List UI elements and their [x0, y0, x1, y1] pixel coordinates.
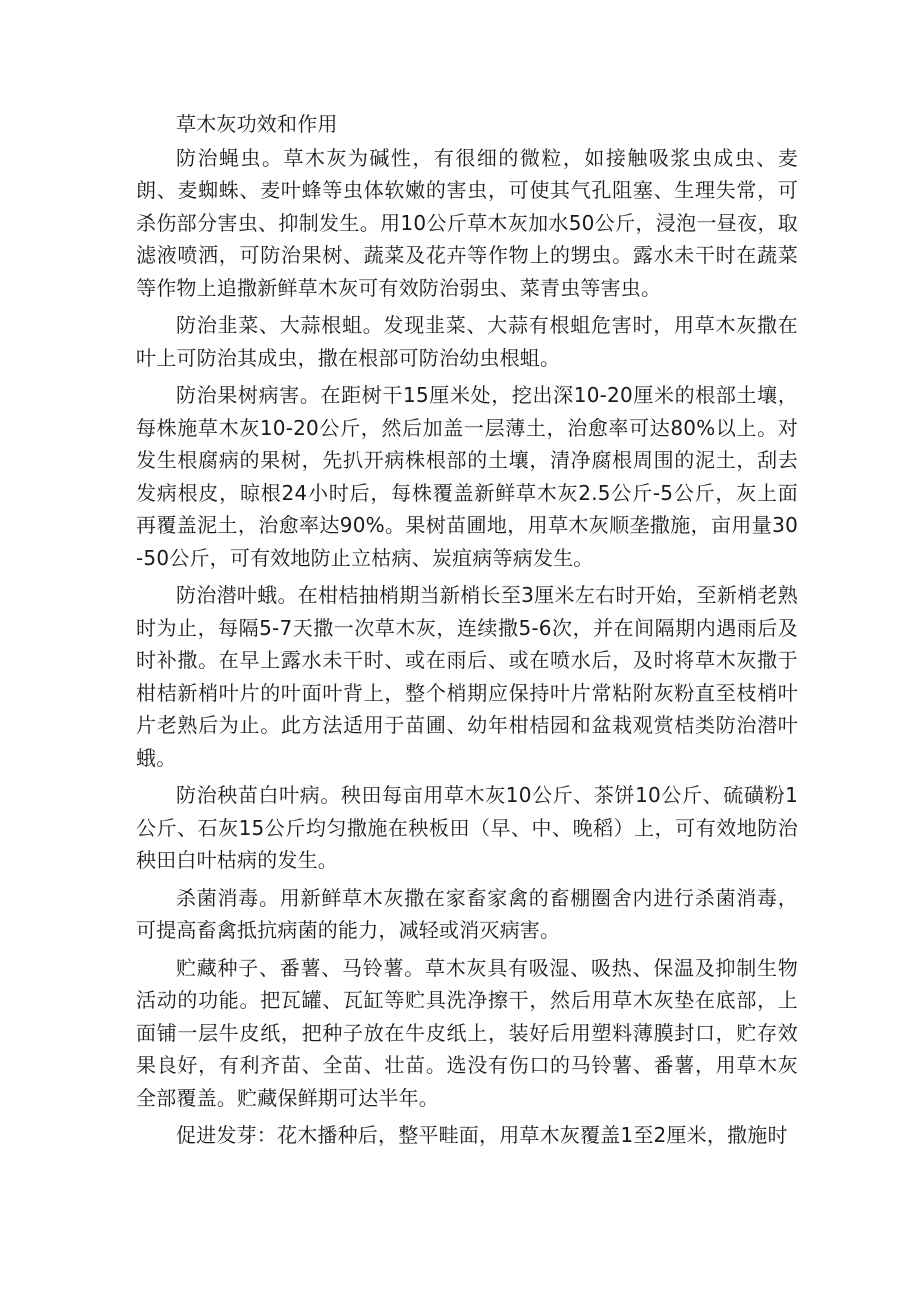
- paragraph-root-maggot: 防治韭菜、大蒜根蛆。发现韭菜、大蒜有根蛆危害时，用草木灰撒在叶上可防治其成虫，撒在根部可防治幼虫根蛆。: [136, 313, 798, 370]
- paragraph-storage: 贮藏种子、番薯、马铃薯。草木灰具有吸湿、吸热、保温及抑制生物活动的功能。把瓦罐、瓦缸等贮具洗净擦干，然后用草木灰垫在底部，上面铺一层牛皮纸，把种子放在牛皮纸上，装好后用塑料薄膜封口，贮存效果良好，有利齐苗、全苗、壮苗。选没有伤口的马铃薯、番薯，用草木灰全部覆盖。贮藏保鲜期可达半年。: [136, 955, 798, 1110]
- paragraph-leaf-miner: 防治潜叶蛾。在柑桔抽梢期当新梢长至3厘米左右时开始，至新梢老熟时为止，每隔5-7天撒一次草木灰，连续撒5-6次，并在间隔期内遇雨后及时补撒。在早上露水未干时、或在雨后、或在喷水后，及时将草木灰撒于柑桔新梢叶片的叶面叶背上，整个梢期应保持叶片常粘附灰粉直至枝梢叶片老熟后为止。此方法适用于苗圃、幼年柑桔园和盆栽观赏桔类防治潜叶蛾。: [136, 583, 798, 770]
- paragraph-seedling-blight: 防治秧苗白叶病。秧田每亩用草木灰10公斤、茶饼10公斤、硫磺粉1公斤、石灰15公斤均匀撒施在秧板田（早、中、晚稻）上，可有效地防治秧田白叶枯病的发生。: [136, 783, 798, 872]
- paragraph-germination: 促进发芽：花木播种后，整平畦面，用草木灰覆盖1至2厘米，撒施时: [176, 1123, 788, 1147]
- document-title: 草木灰功效和作用: [176, 112, 338, 136]
- paragraph-fruit-tree-disease: 防治果树病害。在距树干15厘米处，挖出深10-20厘米的根部土壤，每株施草木灰10-20公斤，然后加盖一层薄土，治愈率可达80%以上。对发生根腐病的果树，先扒开病株根部的土壤，清净腐根周围的泥土，刮去发病根皮，晾根24小时后，每株覆盖新鲜草木灰2.5公斤-5公斤，灰上面再覆盖泥土，治愈率达90%。果树苗圃地，用草木灰顺垄撒施，亩用量30-50公斤，可有效地防止立枯病、炭疽病等病发生。: [136, 383, 798, 570]
- paragraph-flies: 防治蝇虫。草木灰为碱性，有很细的微粒，如接触吸浆虫成虫、麦朗、麦蜘蛛、麦叶蜂等虫体软嫩的害虫，可使其气孔阻塞、生理失常，可杀伤部分害虫、抑制发生。用10公斤草木灰加水50公斤，浸泡一昼夜，取滤液喷洒，可防治果树、蔬菜及花卉等作物上的甥虫。露水未干时在蔬菜等作物上追撒新鲜草木灰可有效防治弱虫、菜青虫等害虫。: [136, 145, 798, 300]
- paragraph-disinfection: 杀菌消毒。用新鲜草木灰撒在家畜家禽的畜棚圈舍内进行杀菌消毒，可提高畜禽抵抗病菌的能力，减轻或消灭病害。: [136, 885, 798, 942]
- document-page: [136, 108, 798, 1157]
